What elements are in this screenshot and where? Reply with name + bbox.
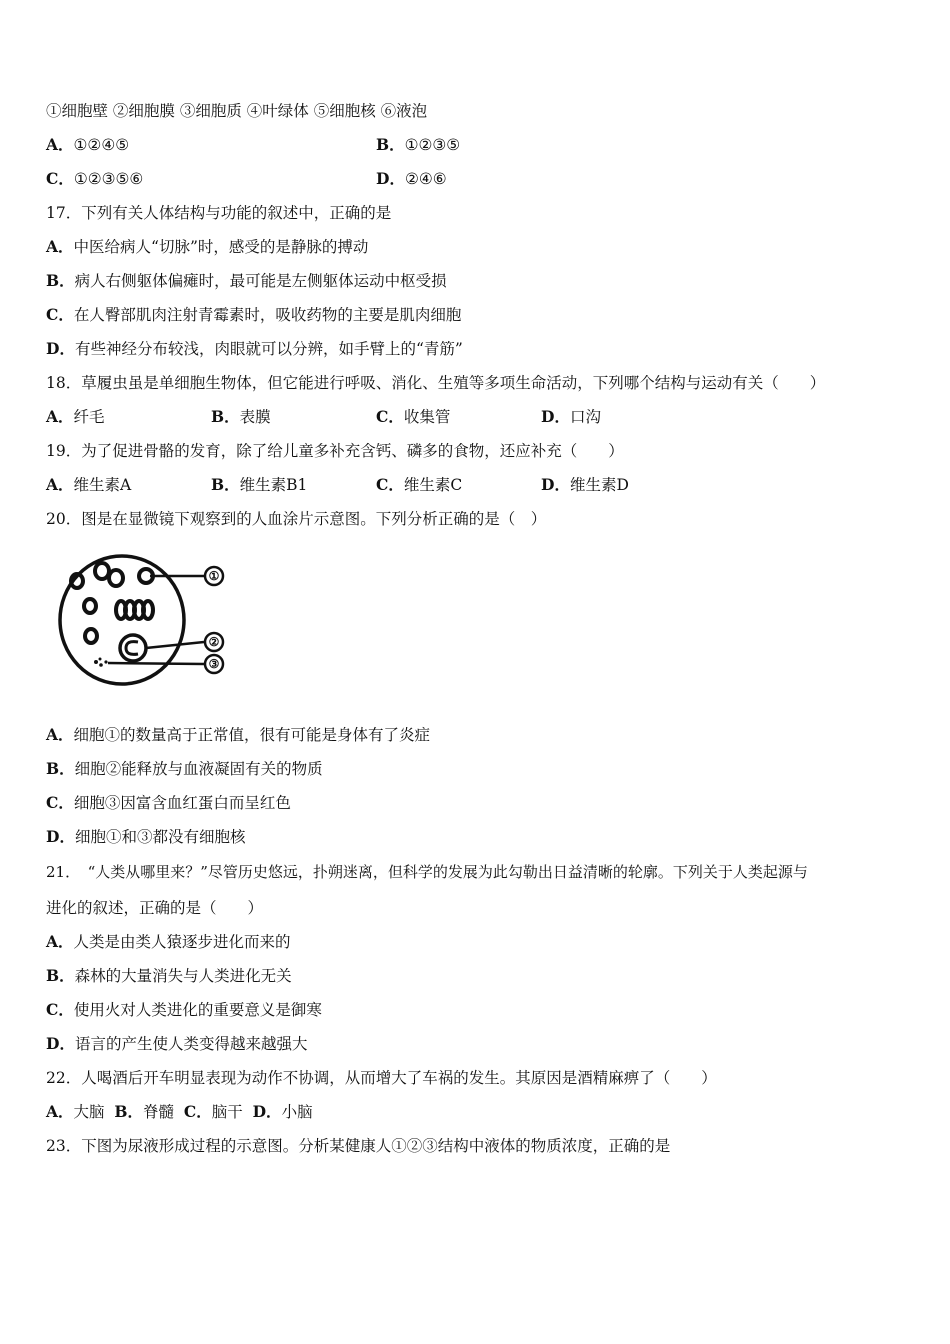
q19-option-c: C．维生素C [376,475,463,494]
q19-option-a: A．维生素A [46,475,132,494]
q21-stem-line2: 进化的叙述，正确的是（ ） [46,899,264,917]
q21-option-b: B．森林的大量消失与人类进化无关 [46,966,292,985]
q22-options: A．大脑 B．脊髓 C．脑干 D．小脑 [46,1102,313,1121]
blood-smear-figure [44,536,254,686]
q20-option-c: C．细胞③因富含血红蛋白而呈红色 [46,793,291,812]
q19-stem: 19．为了促进骨骼的发育，除了给儿童多补充含钙、磷多的食物，还应补充（ ） [46,442,624,460]
q21-option-a: A．人类是由类人猿逐步进化而来的 [46,932,291,951]
q18-option-a: A．纤毛 [46,407,105,426]
q16-option-c: C．①②③⑤⑥ [46,169,144,188]
figure-label-3: ③ [208,657,220,671]
q18-option-d: D．口沟 [541,407,601,426]
q16-items: ①细胞壁 ②细胞膜 ③细胞质 ④叶绿体 ⑤细胞核 ⑥液泡 [46,102,428,120]
q16-option-a: A．①②④⑤ [46,135,130,154]
q19-option-d: D．维生素D [541,475,629,494]
q17-option-c: C．在人臀部肌肉注射青霉素时，吸收药物的主要是肌肉细胞 [46,305,462,324]
q21-stem-line1: 21． “人类从哪里来？”尽管历史悠远，扑朔迷离，但科学的发展为此勾勒出日益清晰的轮廓。下列关于人类起源与 [46,863,808,881]
figure-label-1: ① [208,569,220,583]
q17-option-d: D．有些神经分布较浅，肉眼就可以分辨，如手臂上的“青筋” [46,339,463,358]
q20-stem: 20．图是在显微镜下观察到的人血涂片示意图。下列分析正确的是（ ） [46,510,547,528]
q20-option-a: A．细胞①的数量高于正常值，很有可能是身体有了炎症 [46,725,431,744]
figure-label-2: ② [208,635,220,649]
q21-option-c: C．使用火对人类进化的重要意义是御寒 [46,1000,322,1019]
q18-option-b: B．表膜 [211,407,271,426]
q17-stem: 17．下列有关人体结构与功能的叙述中，正确的是 [46,204,392,222]
q17-option-b: B．病人右侧躯体偏瘫时，最可能是左侧躯体运动中枢受损 [46,271,447,290]
q18-stem: 18．草履虫虽是单细胞生物体，但它能进行呼吸、消化、生殖等多项生命活动，下列哪个结构与运动有关（ ） [46,374,826,392]
q16-option-d: D．②④⑥ [376,169,447,188]
q16-option-b: B．①②③⑤ [376,135,461,154]
q20-option-b: B．细胞②能释放与血液凝固有关的物质 [46,759,323,778]
q18-option-c: C．收集管 [376,407,451,426]
q23-stem: 23．下图为尿液形成过程的示意图。分析某健康人①②③结构中液体的物质浓度，正确的是 [46,1137,671,1155]
q17-option-a: A．中医给病人“切脉”时，感受的是静脉的搏动 [46,237,369,256]
q21-option-d: D．语言的产生使人类变得越来越强大 [46,1034,308,1053]
blood-smear-diagram [44,536,254,686]
q20-option-d: D．细胞①和③都没有细胞核 [46,827,246,846]
q22-stem: 22．人喝酒后开车明显表现为动作不协调，从而增大了车祸的发生。其原因是酒精麻痹了（ ） [46,1069,717,1087]
q19-option-b: B．维生素B1 [211,475,308,494]
